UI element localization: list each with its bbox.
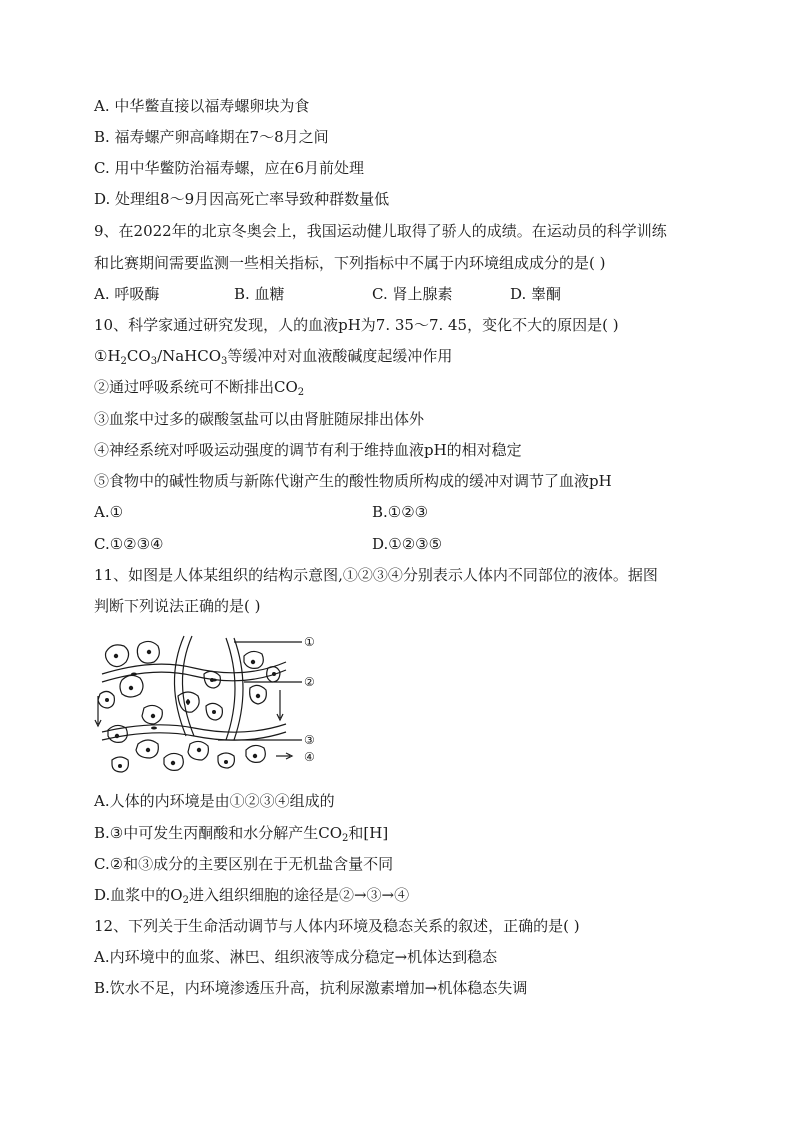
figure-label-1: ①	[304, 635, 315, 649]
q10-statement-2: ②通过呼吸系统可不断排出$CO_2$	[94, 378, 305, 398]
q10-statement-5: ⑤食物中的碱性物质与新陈代谢产生的酸性物质所构成的缓冲对调节了血液pH	[94, 472, 612, 490]
q10-statement-4: ④神经系统对呼吸运动强度的调节有利于维持血液pH的相对稳定	[94, 441, 522, 459]
q10-statement-1: $①H_2CO_3/NaHCO_3$等缓冲对对血液酸碱度起缓冲作用	[94, 347, 453, 367]
figure-label-2: ②	[304, 675, 315, 689]
q9-option-a: A. 呼吸酶	[94, 285, 160, 303]
q11-option-b: B.③中可发生丙酮酸和水分解产生$CO_2$和[H]	[94, 824, 389, 844]
q8-option-b: B. 福寿螺产卵高峰期在7～8月之间	[94, 128, 329, 146]
q9-stem-line-2: 和比赛期间需要监测一些相关指标，下列指标中不属于内环境组成成分的是( )	[94, 254, 606, 272]
q10-option-a: A.①	[94, 503, 124, 521]
q12-stem: 12、下列关于生命活动调节与人体内环境及稳态关系的叙述，正确的是( )	[94, 917, 580, 935]
q12-option-a: A.内环境中的血浆、淋巴、组织液等成分稳定→机体达到稳态	[94, 948, 498, 966]
q10-option-b: B.①②③	[372, 503, 429, 521]
q9-stem-line-1: 9、在2022年的北京冬奥会上，我国运动健儿取得了骄人的成绩。在运动员的科学训练	[94, 222, 667, 240]
q9-option-b: B. 血糖	[234, 285, 285, 303]
q11-option-a: A.人体的内环境是由①②③④组成的	[94, 792, 335, 810]
q9-option-d: D. 睾酮	[510, 285, 562, 303]
q8-option-d: D. 处理组8～9月因高死亡率导致种群数量低	[94, 190, 390, 208]
q12-option-b: B.饮水不足，内环境渗透压升高，抗利尿激素增加→机体稳态失调	[94, 979, 528, 997]
figure-label-3: ③	[304, 733, 315, 747]
q10-stem: 10、科学家通过研究发现，人的血液pH为7. 35～7. 45，变化不大的原因是( )	[94, 316, 619, 334]
q11-option-d: D.血浆中的$O_2$进入组织细胞的途径是②→③→④	[94, 886, 410, 906]
q10-statement-3: ③血浆中过多的碳酸氢盐可以由肾脏随尿排出体外	[94, 410, 425, 428]
q10-option-c: C.①②③④	[94, 535, 164, 553]
q9-option-c: C. 肾上腺素	[372, 285, 453, 303]
q10-option-d: D.①②③⑤	[372, 535, 443, 553]
q11-option-c: C.②和③成分的主要区别在于无机盐含量不同	[94, 855, 394, 873]
q8-option-a: A. 中华鳖直接以福寿螺卵块为食	[94, 97, 310, 115]
figure-label-4: ④	[304, 750, 315, 764]
q11-stem-line-2: 判断下列说法正确的是( )	[94, 597, 261, 615]
q11-stem-line-1: 11、如图是人体某组织的结构示意图,①②③④分别表示人体内不同部位的液体。据图	[94, 566, 658, 584]
q8-option-c: C. 用中华鳖防治福寿螺，应在6月前处理	[94, 159, 365, 177]
tissue-structure-figure	[94, 632, 324, 780]
